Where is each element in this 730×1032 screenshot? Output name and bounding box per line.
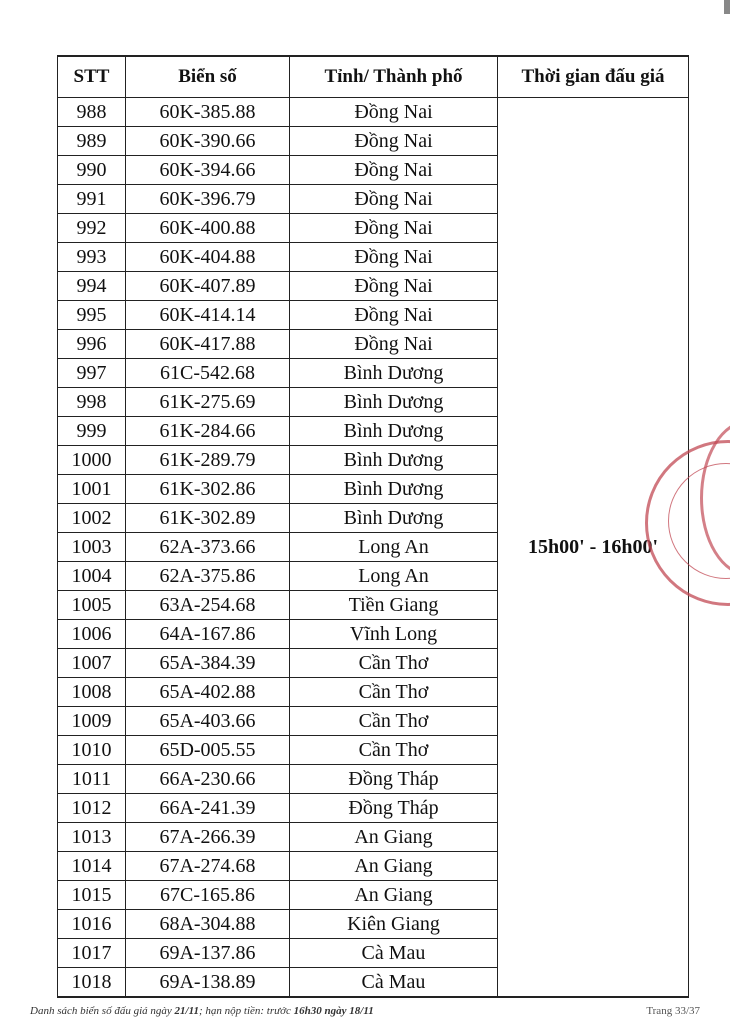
cell-stt: 1011 bbox=[58, 765, 126, 794]
table-header-row bbox=[58, 56, 689, 98]
cell-stt: 988 bbox=[58, 98, 126, 127]
cell-province: Đồng Nai bbox=[290, 301, 498, 330]
cell-province: Đồng Nai bbox=[290, 185, 498, 214]
cell-province: Bình Dương bbox=[290, 417, 498, 446]
cell-stt: 990 bbox=[58, 156, 126, 185]
cell-stt: 999 bbox=[58, 417, 126, 446]
cell-stt: 1007 bbox=[58, 649, 126, 678]
cell-plate: 60K-414.14 bbox=[126, 301, 290, 330]
table-body bbox=[58, 98, 689, 998]
cell-plate: 64A-167.86 bbox=[126, 620, 290, 649]
cell-stt: 993 bbox=[58, 243, 126, 272]
cell-province: Đồng Nai bbox=[290, 330, 498, 359]
cell-province: Đồng Nai bbox=[290, 214, 498, 243]
cell-plate: 65A-403.66 bbox=[126, 707, 290, 736]
cell-province: Đồng Nai bbox=[290, 98, 498, 127]
seal-stamp-ring bbox=[668, 463, 730, 579]
cell-stt: 1004 bbox=[58, 562, 126, 591]
cell-stt: 1008 bbox=[58, 678, 126, 707]
cell-stt: 1003 bbox=[58, 533, 126, 562]
cell-stt: 991 bbox=[58, 185, 126, 214]
cell-plate: 60K-396.79 bbox=[126, 185, 290, 214]
cell-auction-time: 15h00' - 16h00' bbox=[498, 98, 689, 998]
cell-province: Bình Dương bbox=[290, 359, 498, 388]
cell-stt: 989 bbox=[58, 127, 126, 156]
cell-plate: 61K-284.66 bbox=[126, 417, 290, 446]
cell-province: Đồng Nai bbox=[290, 156, 498, 185]
cell-province: Cần Thơ bbox=[290, 678, 498, 707]
cell-plate: 68A-304.88 bbox=[126, 910, 290, 939]
header-plate: Biển số bbox=[126, 56, 290, 98]
cell-plate: 60K-400.88 bbox=[126, 214, 290, 243]
cell-stt: 1013 bbox=[58, 823, 126, 852]
cell-province: An Giang bbox=[290, 881, 498, 910]
page-number: Trang 33/37 bbox=[646, 1005, 700, 1017]
cell-stt: 998 bbox=[58, 388, 126, 417]
cell-stt: 1009 bbox=[58, 707, 126, 736]
footer-middle: ; hạn nộp tiền: trước bbox=[198, 1005, 291, 1017]
auction-table bbox=[57, 55, 689, 998]
cell-plate: 63A-254.68 bbox=[126, 591, 290, 620]
cell-province: Bình Dương bbox=[290, 504, 498, 533]
footer-deadline: 16h30 ngày 18/11 bbox=[293, 1005, 374, 1017]
cell-province: Cần Thơ bbox=[290, 707, 498, 736]
cell-stt: 1017 bbox=[58, 939, 126, 968]
cell-plate: 61K-302.86 bbox=[126, 475, 290, 504]
cell-province: Đồng Nai bbox=[290, 243, 498, 272]
footer-date: 21/11 bbox=[174, 1005, 199, 1017]
cell-province: Bình Dương bbox=[290, 388, 498, 417]
footer-note bbox=[30, 1005, 374, 1017]
footer-prefix: Danh sách biển số đấu giá ngày bbox=[30, 1005, 172, 1017]
auction-table-container bbox=[57, 55, 688, 998]
cell-province: Bình Dương bbox=[290, 446, 498, 475]
cell-plate: 60K-417.88 bbox=[126, 330, 290, 359]
cell-plate: 60K-394.66 bbox=[126, 156, 290, 185]
cell-stt: 1000 bbox=[58, 446, 126, 475]
cell-stt: 1015 bbox=[58, 881, 126, 910]
cell-province: Đồng Tháp bbox=[290, 794, 498, 823]
cell-stt: 1005 bbox=[58, 591, 126, 620]
cell-plate: 60K-404.88 bbox=[126, 243, 290, 272]
cell-plate: 61K-302.89 bbox=[126, 504, 290, 533]
cell-stt: 1001 bbox=[58, 475, 126, 504]
cell-plate: 67A-274.68 bbox=[126, 852, 290, 881]
cell-stt: 1018 bbox=[58, 968, 126, 998]
cell-province: An Giang bbox=[290, 823, 498, 852]
cell-stt: 1006 bbox=[58, 620, 126, 649]
cell-plate: 61K-289.79 bbox=[126, 446, 290, 475]
cell-plate: 62A-373.66 bbox=[126, 533, 290, 562]
cell-plate: 62A-375.86 bbox=[126, 562, 290, 591]
cell-plate: 65A-384.39 bbox=[126, 649, 290, 678]
cell-stt: 997 bbox=[58, 359, 126, 388]
cell-province: Long An bbox=[290, 562, 498, 591]
scan-corner-mark bbox=[724, 0, 730, 14]
cell-plate: 69A-137.86 bbox=[126, 939, 290, 968]
cell-plate: 60K-385.88 bbox=[126, 98, 290, 127]
cell-stt: 1014 bbox=[58, 852, 126, 881]
header-province: Tỉnh/ Thành phố bbox=[290, 56, 498, 98]
cell-province: Cà Mau bbox=[290, 939, 498, 968]
cell-plate: 65A-402.88 bbox=[126, 678, 290, 707]
cell-province: Bình Dương bbox=[290, 475, 498, 504]
cell-stt: 1012 bbox=[58, 794, 126, 823]
cell-stt: 995 bbox=[58, 301, 126, 330]
cell-stt: 994 bbox=[58, 272, 126, 301]
cell-province: Long An bbox=[290, 533, 498, 562]
cell-province: Cà Mau bbox=[290, 968, 498, 998]
cell-province: Vĩnh Long bbox=[290, 620, 498, 649]
cell-province: Tiền Giang bbox=[290, 591, 498, 620]
cell-plate: 65D-005.55 bbox=[126, 736, 290, 765]
cell-province: Đồng Nai bbox=[290, 272, 498, 301]
cell-plate: 60K-407.89 bbox=[126, 272, 290, 301]
cell-stt: 996 bbox=[58, 330, 126, 359]
header-auction-time: Thời gian đấu giá bbox=[498, 56, 689, 98]
table-row bbox=[58, 98, 689, 127]
cell-province: An Giang bbox=[290, 852, 498, 881]
cell-plate: 67C-165.86 bbox=[126, 881, 290, 910]
cell-province: Kiên Giang bbox=[290, 910, 498, 939]
cell-province: Cần Thơ bbox=[290, 736, 498, 765]
cell-province: Cần Thơ bbox=[290, 649, 498, 678]
cell-province: Đồng Tháp bbox=[290, 765, 498, 794]
cell-plate: 66A-230.66 bbox=[126, 765, 290, 794]
cell-plate: 69A-138.89 bbox=[126, 968, 290, 998]
cell-stt: 1002 bbox=[58, 504, 126, 533]
cell-stt: 1016 bbox=[58, 910, 126, 939]
cell-plate: 66A-241.39 bbox=[126, 794, 290, 823]
header-stt: STT bbox=[58, 56, 126, 98]
cell-plate: 61K-275.69 bbox=[126, 388, 290, 417]
cell-plate: 60K-390.66 bbox=[126, 127, 290, 156]
cell-province: Đồng Nai bbox=[290, 127, 498, 156]
cell-plate: 67A-266.39 bbox=[126, 823, 290, 852]
cell-plate: 61C-542.68 bbox=[126, 359, 290, 388]
cell-stt: 1010 bbox=[58, 736, 126, 765]
cell-stt: 992 bbox=[58, 214, 126, 243]
